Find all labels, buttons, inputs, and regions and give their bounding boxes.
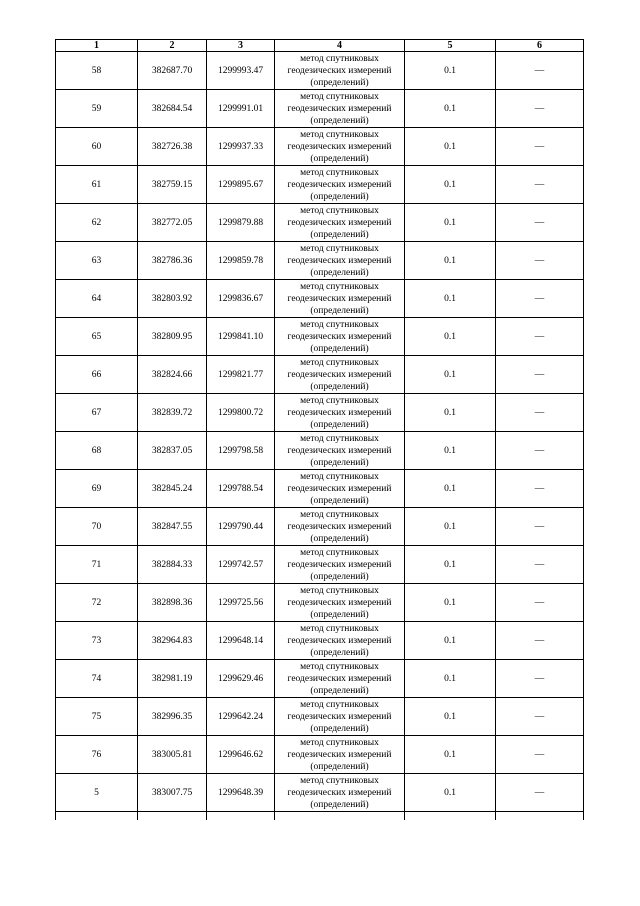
note-cell: —	[496, 394, 584, 432]
method-cell: метод спутниковых геодезических измерений (определений)	[275, 52, 405, 90]
y-coordinate-cell: 1299790.44	[207, 508, 275, 546]
table-row	[56, 318, 584, 356]
accuracy-cell: 0.1	[405, 470, 496, 508]
x-coordinate-cell: 382786.36	[138, 242, 207, 280]
table-row	[56, 622, 584, 660]
method-cell: метод спутниковых геодезических измерений (определений)	[275, 394, 405, 432]
x-coordinate-cell: 382839.72	[138, 394, 207, 432]
accuracy-cell: 0.1	[405, 166, 496, 204]
y-coordinate-cell: 1299648.39	[207, 774, 275, 812]
point-number-cell: 67	[56, 394, 138, 432]
x-coordinate-cell: 382845.24	[138, 470, 207, 508]
table-row	[56, 394, 584, 432]
point-number-cell: 73	[56, 622, 138, 660]
note-cell: —	[496, 52, 584, 90]
y-coordinate-cell: 1299993.47	[207, 52, 275, 90]
x-coordinate-cell: 382726.38	[138, 128, 207, 166]
table-row	[56, 470, 584, 508]
accuracy-cell: 0.1	[405, 774, 496, 812]
table-row	[56, 90, 584, 128]
table-row	[56, 280, 584, 318]
accuracy-cell: 0.1	[405, 242, 496, 280]
method-cell: метод спутниковых геодезических измерений (определений)	[275, 698, 405, 736]
y-coordinate-cell: 1299648.14	[207, 622, 275, 660]
table-row	[56, 584, 584, 622]
method-cell: метод спутниковых геодезических измерений (определений)	[275, 622, 405, 660]
table-row	[56, 736, 584, 774]
empty-cell	[138, 812, 207, 821]
x-coordinate-cell: 382898.36	[138, 584, 207, 622]
header-col-2: 2	[138, 40, 207, 52]
y-coordinate-cell: 1299646.62	[207, 736, 275, 774]
y-coordinate-cell: 1299629.46	[207, 660, 275, 698]
x-coordinate-cell: 382803.92	[138, 280, 207, 318]
y-coordinate-cell: 1299895.67	[207, 166, 275, 204]
note-cell: —	[496, 432, 584, 470]
point-number-cell: 61	[56, 166, 138, 204]
method-cell: метод спутниковых геодезических измерений (определений)	[275, 660, 405, 698]
x-coordinate-cell: 382981.19	[138, 660, 207, 698]
x-coordinate-cell: 382996.35	[138, 698, 207, 736]
note-cell: —	[496, 736, 584, 774]
point-number-cell: 63	[56, 242, 138, 280]
accuracy-cell: 0.1	[405, 52, 496, 90]
accuracy-cell: 0.1	[405, 128, 496, 166]
accuracy-cell: 0.1	[405, 356, 496, 394]
point-number-cell: 72	[56, 584, 138, 622]
table-row	[56, 166, 584, 204]
accuracy-cell: 0.1	[405, 736, 496, 774]
method-cell: метод спутниковых геодезических измерений (определений)	[275, 508, 405, 546]
y-coordinate-cell: 1299798.58	[207, 432, 275, 470]
method-cell: метод спутниковых геодезических измерений (определений)	[275, 736, 405, 774]
table-row	[56, 698, 584, 736]
x-coordinate-cell: 382759.15	[138, 166, 207, 204]
method-cell: метод спутниковых геодезических измерений (определений)	[275, 774, 405, 812]
table-row	[56, 242, 584, 280]
header-col-3: 3	[207, 40, 275, 52]
y-coordinate-cell: 1299642.24	[207, 698, 275, 736]
note-cell: —	[496, 242, 584, 280]
accuracy-cell: 0.1	[405, 546, 496, 584]
point-number-cell: 59	[56, 90, 138, 128]
note-cell: —	[496, 166, 584, 204]
x-coordinate-cell: 382772.05	[138, 204, 207, 242]
point-number-cell: 65	[56, 318, 138, 356]
x-coordinate-cell: 383005.81	[138, 736, 207, 774]
accuracy-cell: 0.1	[405, 90, 496, 128]
accuracy-cell: 0.1	[405, 280, 496, 318]
x-coordinate-cell: 382847.55	[138, 508, 207, 546]
note-cell: —	[496, 622, 584, 660]
note-cell: —	[496, 774, 584, 812]
method-cell: метод спутниковых геодезических измерений (определений)	[275, 128, 405, 166]
point-number-cell: 58	[56, 52, 138, 90]
method-cell: метод спутниковых геодезических измерений (определений)	[275, 584, 405, 622]
accuracy-cell: 0.1	[405, 432, 496, 470]
accuracy-cell: 0.1	[405, 622, 496, 660]
table-continuation-row	[56, 812, 584, 821]
header-col-1: 1	[56, 40, 138, 52]
point-number-cell: 64	[56, 280, 138, 318]
empty-cell	[275, 812, 405, 821]
note-cell: —	[496, 470, 584, 508]
y-coordinate-cell: 1299788.54	[207, 470, 275, 508]
table-row	[56, 204, 584, 242]
x-coordinate-cell: 382884.33	[138, 546, 207, 584]
header-col-4: 4	[275, 40, 405, 52]
x-coordinate-cell: 382684.54	[138, 90, 207, 128]
note-cell: —	[496, 584, 584, 622]
coordinates-table	[55, 39, 584, 820]
empty-cell	[496, 812, 584, 821]
point-number-cell: 62	[56, 204, 138, 242]
y-coordinate-cell: 1299800.72	[207, 394, 275, 432]
method-cell: метод спутниковых геодезических измерений (определений)	[275, 470, 405, 508]
accuracy-cell: 0.1	[405, 660, 496, 698]
x-coordinate-cell: 382824.66	[138, 356, 207, 394]
x-coordinate-cell: 383007.75	[138, 774, 207, 812]
x-coordinate-cell: 382687.70	[138, 52, 207, 90]
empty-cell	[56, 812, 138, 821]
table-row	[56, 128, 584, 166]
accuracy-cell: 0.1	[405, 318, 496, 356]
note-cell: —	[496, 318, 584, 356]
table-row	[56, 52, 584, 90]
y-coordinate-cell: 1299859.78	[207, 242, 275, 280]
method-cell: метод спутниковых геодезических измерений (определений)	[275, 432, 405, 470]
note-cell: —	[496, 698, 584, 736]
y-coordinate-cell: 1299991.01	[207, 90, 275, 128]
point-number-cell: 5	[56, 774, 138, 812]
y-coordinate-cell: 1299841.10	[207, 318, 275, 356]
y-coordinate-cell: 1299836.67	[207, 280, 275, 318]
point-number-cell: 74	[56, 660, 138, 698]
note-cell: —	[496, 204, 584, 242]
accuracy-cell: 0.1	[405, 394, 496, 432]
x-coordinate-cell: 382837.05	[138, 432, 207, 470]
point-number-cell: 70	[56, 508, 138, 546]
table-row	[56, 432, 584, 470]
method-cell: метод спутниковых геодезических измерений (определений)	[275, 356, 405, 394]
table-row	[56, 774, 584, 812]
point-number-cell: 68	[56, 432, 138, 470]
x-coordinate-cell: 382964.83	[138, 622, 207, 660]
note-cell: —	[496, 90, 584, 128]
point-number-cell: 66	[56, 356, 138, 394]
point-number-cell: 69	[56, 470, 138, 508]
method-cell: метод спутниковых геодезических измерений (определений)	[275, 204, 405, 242]
table-row	[56, 660, 584, 698]
y-coordinate-cell: 1299821.77	[207, 356, 275, 394]
method-cell: метод спутниковых геодезических измерений (определений)	[275, 166, 405, 204]
note-cell: —	[496, 660, 584, 698]
method-cell: метод спутниковых геодезических измерений (определений)	[275, 546, 405, 584]
y-coordinate-cell: 1299879.88	[207, 204, 275, 242]
table-header	[56, 40, 584, 52]
note-cell: —	[496, 546, 584, 584]
note-cell: —	[496, 280, 584, 318]
table-row	[56, 508, 584, 546]
method-cell: метод спутниковых геодезических измерений (определений)	[275, 242, 405, 280]
note-cell: —	[496, 128, 584, 166]
method-cell: метод спутниковых геодезических измерений (определений)	[275, 318, 405, 356]
table-row	[56, 356, 584, 394]
header-row	[56, 40, 584, 52]
accuracy-cell: 0.1	[405, 698, 496, 736]
table-row	[56, 546, 584, 584]
empty-cell	[207, 812, 275, 821]
header-col-5: 5	[405, 40, 496, 52]
y-coordinate-cell: 1299937.33	[207, 128, 275, 166]
y-coordinate-cell: 1299725.56	[207, 584, 275, 622]
table-body	[56, 52, 584, 821]
note-cell: —	[496, 508, 584, 546]
accuracy-cell: 0.1	[405, 584, 496, 622]
header-col-6: 6	[496, 40, 584, 52]
note-cell: —	[496, 356, 584, 394]
point-number-cell: 75	[56, 698, 138, 736]
method-cell: метод спутниковых геодезических измерений (определений)	[275, 90, 405, 128]
method-cell: метод спутниковых геодезических измерений (определений)	[275, 280, 405, 318]
x-coordinate-cell: 382809.95	[138, 318, 207, 356]
accuracy-cell: 0.1	[405, 204, 496, 242]
empty-cell	[405, 812, 496, 821]
point-number-cell: 71	[56, 546, 138, 584]
point-number-cell: 76	[56, 736, 138, 774]
point-number-cell: 60	[56, 128, 138, 166]
accuracy-cell: 0.1	[405, 508, 496, 546]
y-coordinate-cell: 1299742.57	[207, 546, 275, 584]
